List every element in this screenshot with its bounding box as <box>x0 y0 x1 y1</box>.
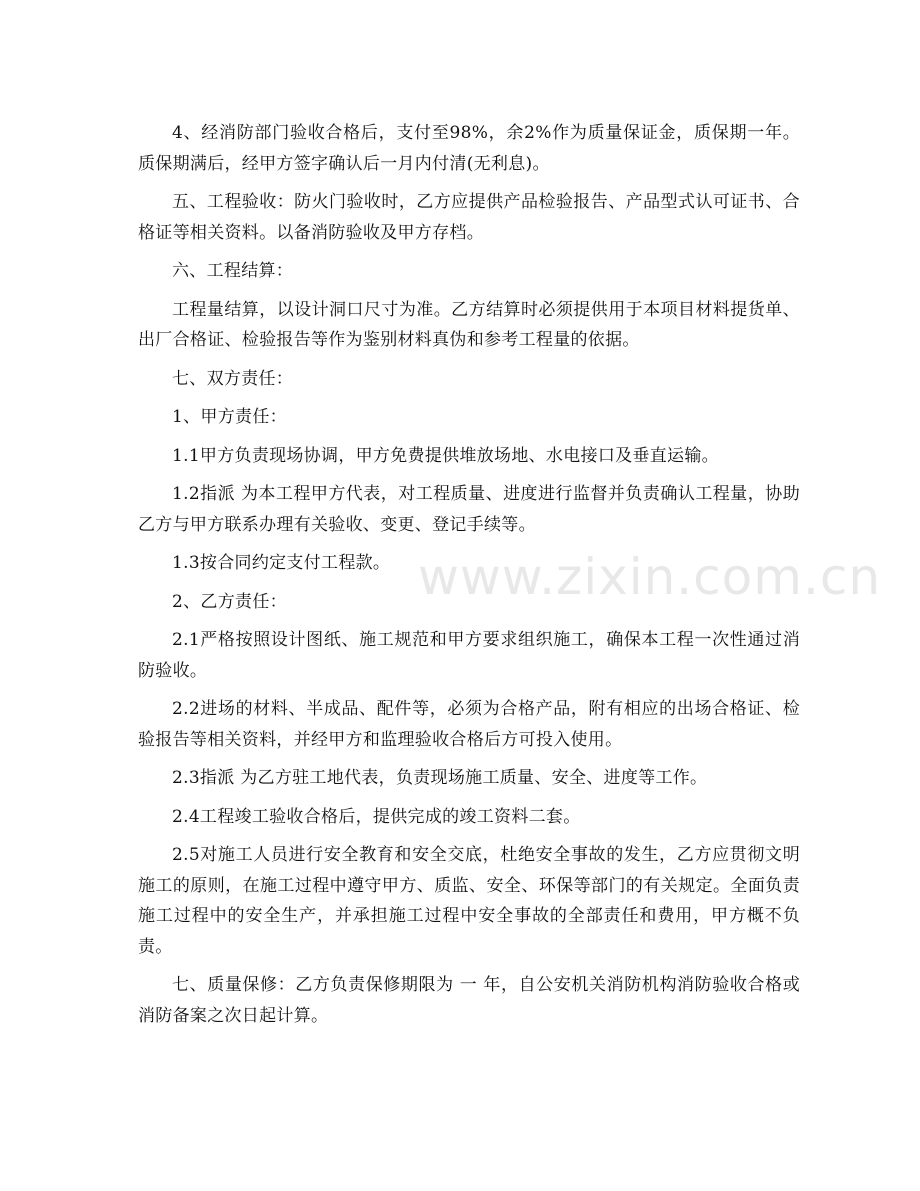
paragraph-acceptance: 五、工程验收：防火门验收时，乙方应提供产品检验报告、产品型式认可证书、合格证等相关资料。以备消防验收及甲方存档。 <box>138 192 800 243</box>
paragraph-party-b-heading: 2、乙方责任： <box>172 591 287 612</box>
paragraph-settlement: 工程量结算，以设计洞口尺寸为准。乙方结算时必须提供用于本项目材料提货单、出厂合格证、检验报告等作为鉴别材料真伪和参考工程量的依据。 <box>138 299 800 350</box>
paragraph-payment-terms: 4、经消防部门验收合格后，支付至98%，余2%作为质量保证金，质保期一年。质保期满后，经甲方签字确认后一月内付清(无利息)。 <box>138 123 800 174</box>
paragraph-responsibilities-heading: 七、双方责任： <box>172 368 294 389</box>
paragraph-clause-2-1: 2.1严格按照设计图纸、施工规范和甲方要求组织施工，确保本工程一次性通过消防验收。 <box>138 630 800 681</box>
watermark: www.zixin.com.cn <box>418 548 882 606</box>
paragraph-settlement-heading: 六、工程结算： <box>172 261 294 281</box>
paragraph-clause-2-4: 2.4工程竣工验收合格后，提供完成的竣工资料二套。 <box>172 806 581 827</box>
paragraph-clause-2-2: 2.2进场的材料、半成品、配件等，必须为合格产品，附有相应的出场合格证、检验报告等相关资料，并经甲方和监理验收合格后方可投入使用。 <box>138 699 800 750</box>
paragraph-clause-2-5: 2.5对施工人员进行安全教育和安全交底，杜绝安全事故的发生，乙方应贯彻文明施工的原则，在施工过程中遵守甲方、质监、安全、环保等部门的有关规定。全面负责施工过程中的安全生产，并承担施工过程中安全事故的全部责任和费用，甲方概不负责。 <box>138 845 800 957</box>
paragraph-clause-1-1: 1.1甲方负责现场协调，甲方免费提供堆放场地、水电接口及垂直运输。 <box>172 445 719 466</box>
paragraph-clause-1-2: 1.2指派 为本工程甲方代表，对工程质量、进度进行监督并负责确认工程量，协助乙方与甲方联系办理有关验收、变更、登记手续等。 <box>138 484 800 535</box>
paragraph-clause-2-3: 2.3指派 为乙方驻工地代表，负责现场施工质量、安全、进度等工作。 <box>172 768 708 788</box>
paragraph-clause-1-3: 1.3按合同约定支付工程款。 <box>172 553 391 573</box>
paragraph-warranty: 七、质量保修：乙方负责保修期限为 一 年，自公安机关消防机构消防验收合格或消防备案之次日起计算。 <box>138 975 800 1026</box>
paragraph-party-a-heading: 1、甲方责任： <box>172 407 287 427</box>
document-body <box>138 118 800 1039</box>
